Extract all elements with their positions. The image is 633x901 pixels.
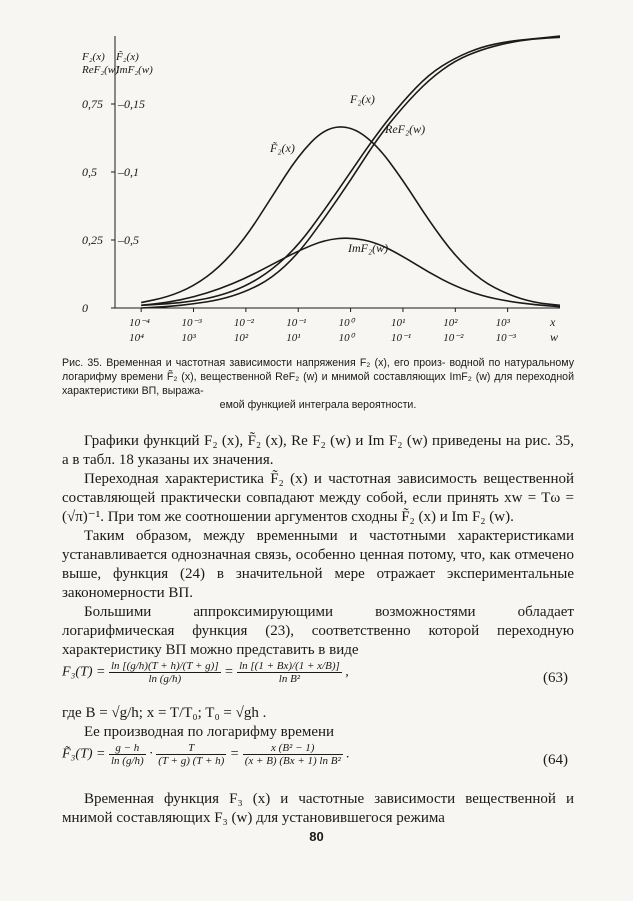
paragraph: Графики функций F₂ (x), F̃₂ (x), Re F₂ (w) и Im F₂ (w) приведены на рис. 35, а в табл. 18 указаны их значения. xyxy=(62,433,574,468)
eq-sign: = xyxy=(229,746,240,762)
x-tick-label-top: 10¹ xyxy=(390,317,406,329)
x-tick-label-bottom: 10³ xyxy=(181,332,196,344)
y-tick-label-left: 0,75 xyxy=(82,97,103,111)
figure-35-chart xyxy=(0,0,633,350)
body-text xyxy=(62,432,574,660)
y-axis-title-left: ReF₂(w) xyxy=(82,64,119,76)
caption-line: Рис. 35. Временная и частотная зависимости напряжения F₂ (x), его произ- xyxy=(62,357,446,369)
eq-fraction: $\frac{\ln [(1 + Bx)/(1 + x/B)]}{\text{ln B²}}$ xyxy=(239,660,340,685)
eq-fraction: $\frac{T}{(T + g) (T + h)}$ xyxy=(158,742,225,767)
x-tick-label-top: 10³ xyxy=(495,317,510,329)
eq-fraction: $\frac{g - h}{\ln (g/h)}$ xyxy=(110,742,144,767)
equation-number: (63) xyxy=(543,670,568,686)
series-line xyxy=(141,127,560,305)
series-label: ReF₂(w) xyxy=(385,122,426,136)
eq-sign: · xyxy=(149,746,153,762)
eq-lhs: F̃₃(T) = xyxy=(62,746,106,762)
derivative-line: Ее производная по логарифму времени xyxy=(84,724,335,740)
x-tick-label-bottom: 10² xyxy=(233,332,249,344)
x-tick-label-top: 10⁻³ xyxy=(181,317,202,329)
y-tick-label-left: 0 xyxy=(82,301,88,315)
eq-punct: , xyxy=(345,664,349,680)
body-text-3 xyxy=(62,790,574,828)
caption-line: водной по натуральному логарифму времени F̃₂ (x), вещественной ReF₂ (w) xyxy=(62,357,574,383)
eq-fraction: $\frac{\text{x (B² − 1)}}{\text{(x + B) (Bx + 1) ln B²}}$ xyxy=(244,742,341,767)
caption-line: емой функцией интеграла вероятности. xyxy=(219,399,417,411)
x-tick-label-bottom: 10¹ xyxy=(286,332,301,344)
y-tick-label-left: 0,5 xyxy=(82,165,97,179)
y-axis-title-right: ImF₂(w) xyxy=(116,64,153,76)
series-label: ImF₂(w) xyxy=(348,241,389,255)
x-tick-label-top: 10⁰ xyxy=(338,317,355,329)
x-tick-label-top: 10² xyxy=(443,317,458,329)
where-line: где B = √g/h; x = T/T₀; T₀ = √gh . xyxy=(62,705,267,721)
y-tick-label-right: –0,5 xyxy=(118,233,139,247)
paragraph: Таким образом, между временными и частотными характеристиками устанавливается однозначная связь, особенно ценная потому, что, как отмечено выше, функция (24) в значительной мере отражает экспериментальные закономерности ВП. xyxy=(62,528,574,601)
equation-63 xyxy=(62,660,574,700)
x-tick-label-bottom: 10⁻² xyxy=(443,332,464,344)
equation-number: (64) xyxy=(543,752,568,768)
x-tick-label-bottom: 10⁴ xyxy=(129,332,145,344)
y-tick-label-right: –0,15 xyxy=(118,97,145,111)
x-tick-label-top: 10⁻¹ xyxy=(286,317,307,329)
paragraph: Большими аппроксимирующими возможностями обладает логарифмическая функция (23), соответственно которой переходную характеристику ВП можно представить в виде xyxy=(62,604,574,658)
series-line xyxy=(141,36,560,305)
x-tick-label-bottom: 10⁻¹ xyxy=(390,332,412,344)
x-tick-label-top: 10⁻⁴ xyxy=(129,317,150,329)
x-tick-label-bottom: 10⁻³ xyxy=(495,332,516,344)
equation-64 xyxy=(62,742,574,782)
series-label: F̃₂(x) xyxy=(270,141,295,155)
x-axis-label: x xyxy=(550,315,556,329)
y-axis-title-left: F₂(x) xyxy=(82,51,105,63)
figure-caption xyxy=(62,356,574,412)
y-tick-label-right: –0,1 xyxy=(118,165,139,179)
eq-lhs: F₃(T) = xyxy=(62,664,106,680)
x-axis-label: w xyxy=(550,330,559,344)
page-number: 80 xyxy=(309,829,324,844)
paragraph: Временная функция F₃ (x) и частотные зависимости вещественной и мнимой составляющих F₃ (w) для установившегося режима xyxy=(62,791,574,826)
body-text-2 xyxy=(62,704,574,742)
caption-line: и мнимой составляющих ImF₂ (w) для переходной характеристики ВП, выража- xyxy=(62,371,574,397)
x-tick-label-bottom: 10⁰ xyxy=(338,332,355,344)
eq-fraction: $\frac{\ln [(g/h)(T + h)/(T + g)]}{\ln (g/h)}$ xyxy=(110,660,219,685)
series-label: F₂(x) xyxy=(350,92,375,106)
y-tick-label-left: 0,25 xyxy=(82,233,103,247)
y-axis-title-right: F̃₂(x) xyxy=(116,51,139,63)
eq-sign: = xyxy=(224,664,234,680)
eq-punct: . xyxy=(346,746,350,762)
paragraph: Переходная характеристика F̃₂ (x) и частотная зависимость вещественной составляющей практически совпадают между собой, если принять xw = Tω =(√π)⁻¹. При том же соотношении аргументов сходны F̃₂ (x) и Im F₂ (w). xyxy=(62,471,574,525)
x-tick-label-top: 10⁻² xyxy=(233,317,254,329)
